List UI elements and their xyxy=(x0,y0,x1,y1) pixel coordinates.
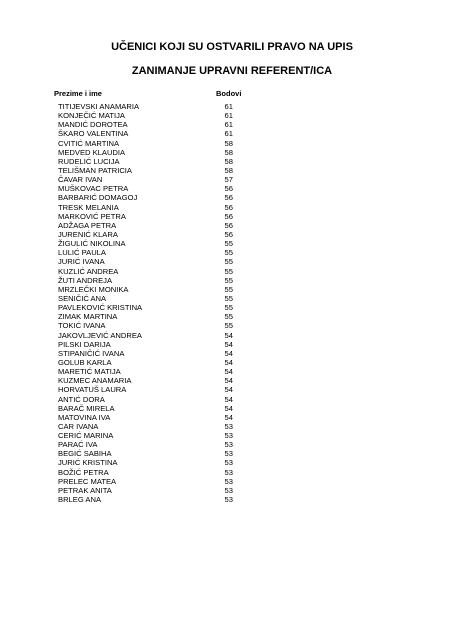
student-score: 55 xyxy=(224,284,233,294)
student-row xyxy=(0,422,452,431)
student-name: JURIĆ KRISTINA xyxy=(58,458,118,468)
student-row xyxy=(0,413,452,422)
student-score: 53 xyxy=(224,421,233,431)
student-name: MARETIĆ MATIJA xyxy=(58,367,121,377)
student-row xyxy=(0,303,452,312)
student-name: BRLEG ANA xyxy=(58,495,102,505)
student-row xyxy=(0,395,452,404)
student-score: 56 xyxy=(224,184,233,194)
student-row xyxy=(0,239,452,248)
student-name: PAVLEKOVIĆ KRISTINA xyxy=(58,303,143,313)
student-row xyxy=(0,120,452,129)
student-score: 57 xyxy=(224,175,233,185)
student-name: ŠKARO VALENTINA xyxy=(58,129,129,139)
student-name: ŽUTI ANDREJA xyxy=(58,275,113,285)
student-name: MATOVINA IVA xyxy=(58,412,111,422)
student-name: BARBARIĆ DOMAGOJ xyxy=(58,193,138,203)
student-row xyxy=(0,276,452,285)
student-name: TOKIĆ IVANA xyxy=(58,321,106,331)
student-name: ZIMAK MARTINA xyxy=(58,312,118,322)
student-row xyxy=(0,340,452,349)
student-name: JURENIĆ KLARA xyxy=(58,229,118,239)
student-name: MUŠKOVAC PETRA xyxy=(58,184,129,194)
column-header-score: Bodovi xyxy=(216,89,242,98)
student-score: 55 xyxy=(224,312,233,322)
student-score: 54 xyxy=(224,385,233,395)
student-row xyxy=(0,495,452,504)
student-score: 56 xyxy=(224,202,233,212)
student-score: 58 xyxy=(224,147,233,157)
student-name: PETRAK ANITA xyxy=(58,485,112,495)
student-score: 53 xyxy=(224,476,233,486)
student-score: 54 xyxy=(224,348,233,358)
student-score: 53 xyxy=(224,458,233,468)
student-row xyxy=(0,257,452,266)
student-score: 53 xyxy=(224,485,233,495)
student-score: 61 xyxy=(224,129,233,139)
column-header-name: Prezime i ime xyxy=(54,89,102,98)
student-name: KUZMEC ANAMARIA xyxy=(58,376,132,386)
student-row xyxy=(0,193,452,202)
student-score: 55 xyxy=(224,248,233,258)
student-score: 55 xyxy=(224,303,233,313)
student-score: 58 xyxy=(224,156,233,166)
student-score: 53 xyxy=(224,449,233,459)
student-name: PARAĆ IVA xyxy=(58,440,98,450)
student-score: 55 xyxy=(224,239,233,249)
student-row xyxy=(0,358,452,367)
student-score: 53 xyxy=(224,495,233,505)
student-name: SENIČIĆ ANA xyxy=(58,293,107,303)
student-score: 54 xyxy=(224,394,233,404)
student-score: 55 xyxy=(224,321,233,331)
student-row xyxy=(0,230,452,239)
student-name: MEDVED KLAUDIA xyxy=(58,147,126,157)
student-row xyxy=(0,129,452,138)
student-score: 55 xyxy=(224,275,233,285)
student-row xyxy=(0,468,452,477)
student-name: CAR IVANA xyxy=(58,421,99,431)
student-row xyxy=(0,212,452,221)
student-row xyxy=(0,312,452,321)
student-name: MANDIĆ DOROTEA xyxy=(58,120,128,130)
student-row xyxy=(0,102,452,111)
student-score: 61 xyxy=(224,111,233,121)
student-name: KUZLIĆ ANDREA xyxy=(58,266,119,276)
student-score: 53 xyxy=(224,431,233,441)
student-row xyxy=(0,184,452,193)
student-score: 53 xyxy=(224,467,233,477)
student-name: ČAVAR IVAN xyxy=(58,175,103,185)
student-row xyxy=(0,376,452,385)
student-score: 56 xyxy=(224,229,233,239)
student-row xyxy=(0,111,452,120)
student-list xyxy=(0,102,452,504)
student-name: LULIĆ PAULA xyxy=(58,248,106,258)
student-name: CVITIĆ MARTINA xyxy=(58,138,120,148)
student-score: 53 xyxy=(224,440,233,450)
student-score: 54 xyxy=(224,403,233,413)
student-name: KONJEČIĆ MATIJA xyxy=(58,111,125,121)
student-score: 56 xyxy=(224,193,233,203)
student-name: TELIŠMAN PATRICIA xyxy=(58,165,132,175)
student-name: BARAČ MIRELA xyxy=(58,403,115,413)
student-name: STIPANIČIĆ IVANA xyxy=(58,348,125,358)
student-score: 54 xyxy=(224,412,233,422)
student-row xyxy=(0,148,452,157)
student-score: 54 xyxy=(224,339,233,349)
student-row xyxy=(0,139,452,148)
student-score: 55 xyxy=(224,293,233,303)
student-row xyxy=(0,458,452,467)
student-row xyxy=(0,157,452,166)
student-name: PILSKI DARIJA xyxy=(58,339,111,349)
student-name: RUDELIĆ LUCIJA xyxy=(58,156,120,166)
student-row xyxy=(0,267,452,276)
student-row xyxy=(0,248,452,257)
student-name: ANTIĆ DORA xyxy=(58,394,105,404)
student-score: 54 xyxy=(224,367,233,377)
student-name: MRZLEČKI MONIKA xyxy=(58,284,129,294)
student-name: HORVATUŠ LAURA xyxy=(58,385,127,395)
student-score: 54 xyxy=(224,357,233,367)
student-name: TITIJEVSKI ANAMARIA xyxy=(58,102,140,111)
student-name: GOLUB KARLA xyxy=(58,357,112,367)
student-row xyxy=(0,486,452,495)
student-score: 55 xyxy=(224,257,233,267)
student-row xyxy=(0,404,452,413)
student-row xyxy=(0,367,452,376)
student-row xyxy=(0,203,452,212)
student-row xyxy=(0,449,452,458)
student-row xyxy=(0,285,452,294)
student-score: 56 xyxy=(224,220,233,230)
student-name: ŽIGULIĆ NIKOLINA xyxy=(58,239,126,249)
student-name: JAKOVLJEVIĆ ANDREA xyxy=(58,330,142,340)
student-score: 58 xyxy=(224,165,233,175)
student-score: 61 xyxy=(224,120,233,130)
student-name: TRESK MELANIA xyxy=(58,202,119,212)
document-title: UČENICI KOJI SU OSTVARILI PRAVO NA UPIS xyxy=(111,41,353,53)
student-row xyxy=(0,331,452,340)
student-name: BOŽIĆ PETRA xyxy=(58,467,109,477)
student-row xyxy=(0,431,452,440)
student-score: 58 xyxy=(224,138,233,148)
student-score: 54 xyxy=(224,376,233,386)
student-row xyxy=(0,385,452,394)
student-name: JURIĆ IVANA xyxy=(58,257,105,267)
student-name: CERIĆ MARINA xyxy=(58,431,114,441)
student-score: 55 xyxy=(224,266,233,276)
student-row xyxy=(0,221,452,230)
student-row xyxy=(0,321,452,330)
student-row xyxy=(0,440,452,449)
student-name: ADŽAGA PETRA xyxy=(58,220,117,230)
student-row xyxy=(0,166,452,175)
student-name: MARKOVIĆ PETRA xyxy=(58,211,126,221)
student-name: BEGIĆ SABIHA xyxy=(58,449,112,459)
student-score: 61 xyxy=(224,102,233,111)
student-row xyxy=(0,175,452,184)
student-name: PRELEC MATEA xyxy=(58,476,117,486)
student-score: 54 xyxy=(224,330,233,340)
student-score: 56 xyxy=(224,211,233,221)
student-row xyxy=(0,349,452,358)
student-row xyxy=(0,477,452,486)
document-subtitle: ZANIMANJE UPRAVNI REFERENT/ICA xyxy=(131,65,333,77)
student-row xyxy=(0,294,452,303)
